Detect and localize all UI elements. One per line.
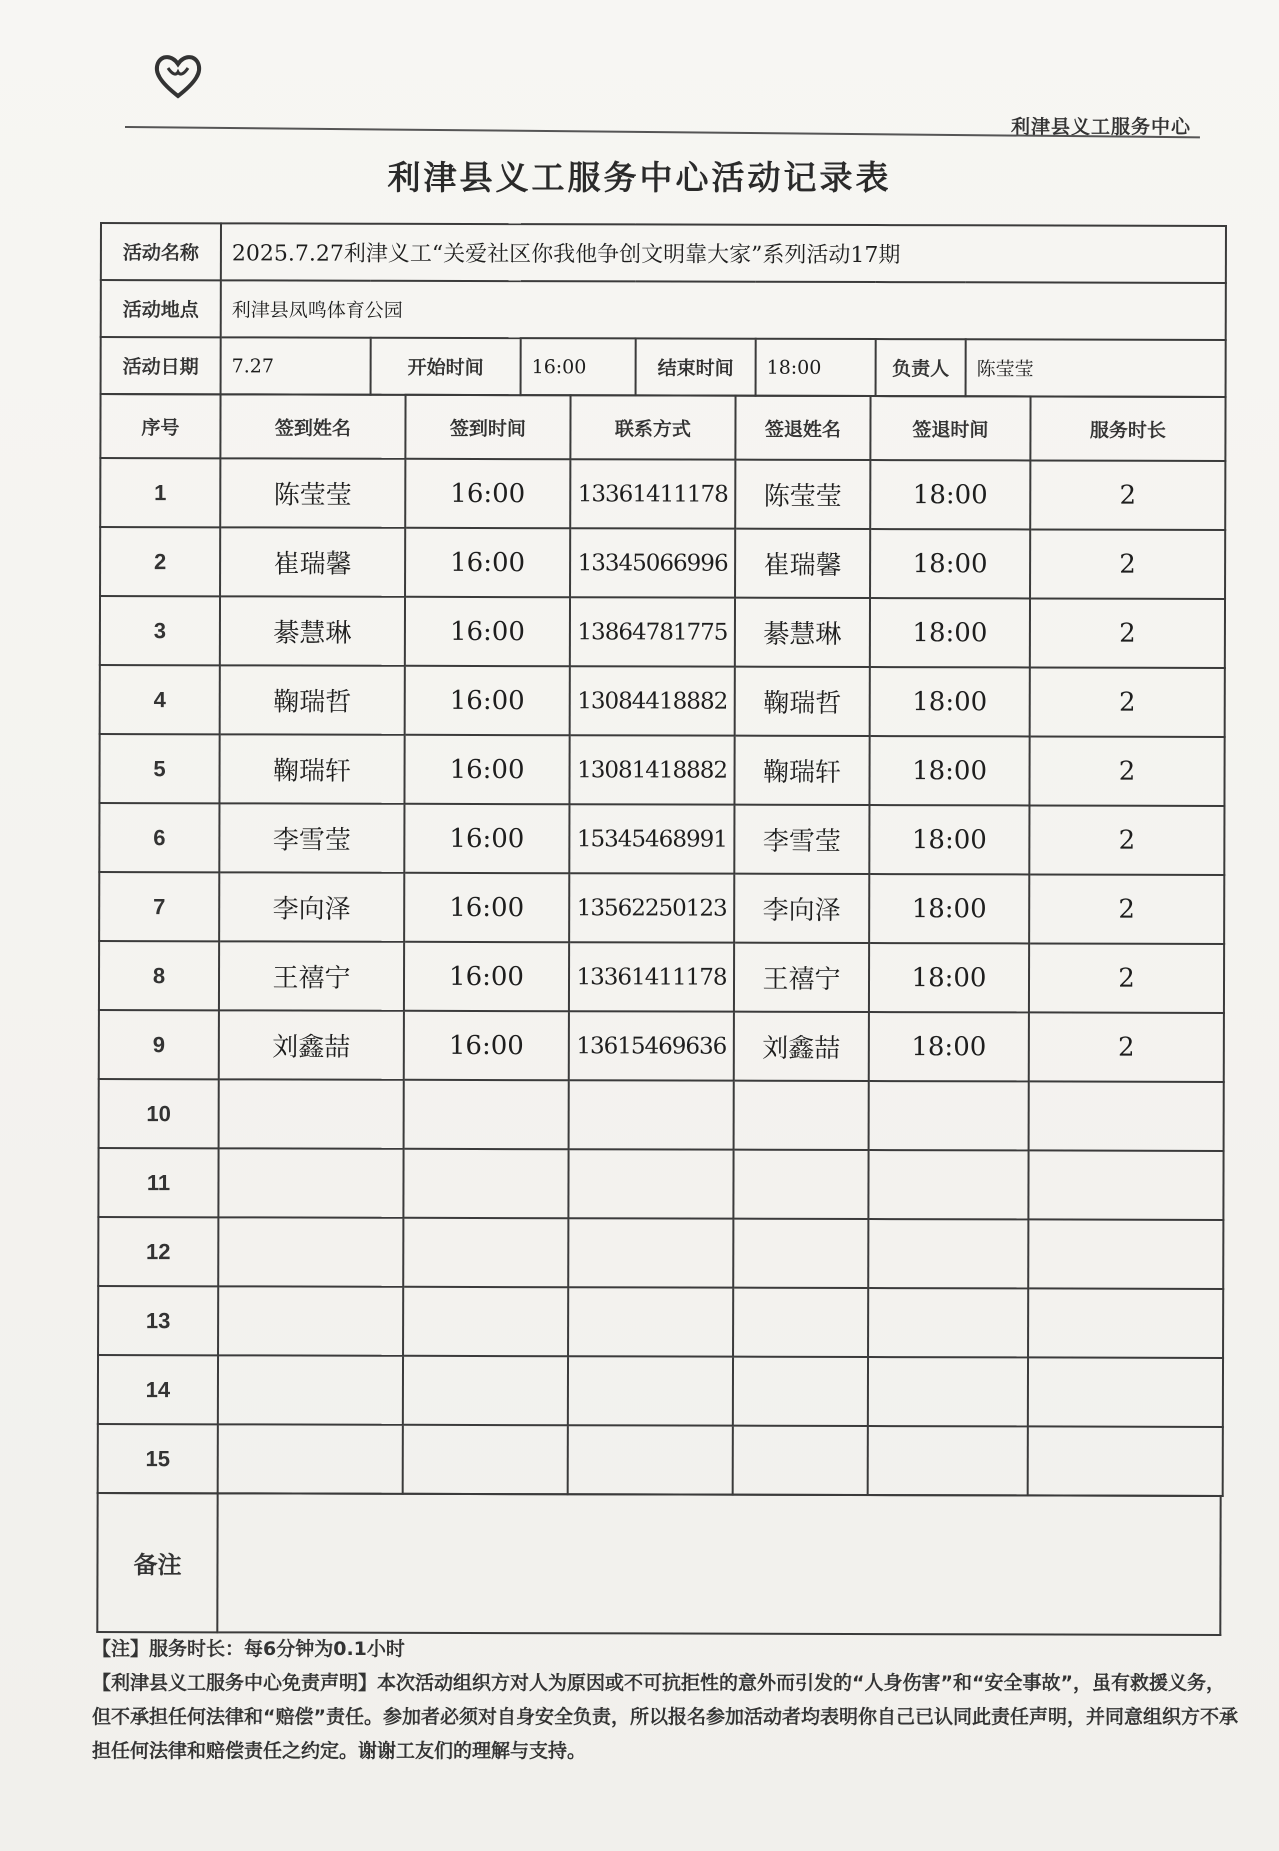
signin-name: 李雪莹 [219, 803, 404, 872]
table-row [99, 1010, 1224, 1082]
activity-date-row [101, 337, 1226, 397]
signin-name: 陈莹莹 [220, 458, 405, 527]
row-number: 4 [100, 665, 220, 734]
service-hours: 2 [1030, 598, 1225, 668]
attendance-header-row [100, 394, 1225, 461]
leader-label: 负责人 [876, 339, 966, 396]
signout-name [733, 1219, 868, 1288]
signin-time: 16:00 [405, 459, 570, 528]
signin-time: 16:00 [404, 942, 569, 1011]
column-header: 联系方式 [570, 395, 735, 459]
record-form [96, 222, 1225, 1636]
service-hours [1029, 1081, 1224, 1151]
attendance-table [97, 393, 1227, 1497]
signin-name [218, 1286, 403, 1355]
column-header: 序号 [100, 394, 220, 458]
table-row [99, 872, 1224, 944]
service-hours: 2 [1030, 529, 1225, 599]
activity-name-label: 活动名称 [101, 223, 221, 280]
disclaimer-note: 【利津县义工服务中心免责声明】本次活动组织方对人为原因或不可抗拒性的意外而引发的“人身伤害”和“安全事故”，虽有救援义务，但不承担任何法律和“赔偿”责任。参加者必须对自身安全负责，所以报名参加活动者均表明你自己已认同此责任声明，并同意组织方不承担任何法律和赔偿责任之约定。谢谢工友们的理解与支持。 [92, 1672, 1238, 1762]
page-title: 利津县义工服务中心活动记录表 [387, 158, 892, 197]
contact-phone [568, 1356, 733, 1425]
signout-name: 王禧宁 [734, 943, 869, 1012]
contact-phone: 13864781775 [570, 597, 735, 666]
table-row [100, 596, 1225, 668]
signin-time: 16:00 [404, 873, 569, 942]
activity-name-value: 2025.7.27利津义工“关爱社区你我他争创文明靠大家”系列活动17期 [221, 223, 1226, 283]
row-number: 11 [98, 1148, 218, 1217]
service-hours: 2 [1030, 667, 1225, 737]
table-row [99, 803, 1224, 875]
signout-time [868, 1219, 1028, 1288]
signout-name: 鞠瑞轩 [734, 736, 869, 805]
signout-time: 18:00 [869, 874, 1029, 943]
table-row [100, 665, 1225, 737]
signin-time [404, 1080, 569, 1149]
column-header: 服务时长 [1030, 396, 1225, 461]
column-header: 签到姓名 [220, 394, 405, 458]
signout-time: 18:00 [869, 943, 1029, 1012]
row-number: 6 [99, 803, 219, 872]
signout-time [868, 1357, 1028, 1426]
signin-name [218, 1217, 403, 1286]
signout-name: 李向泽 [734, 874, 869, 943]
heart-logo-icon [150, 48, 206, 104]
signout-time: 18:00 [870, 598, 1030, 667]
service-hours: 2 [1029, 943, 1224, 1013]
leader-value: 陈莹莹 [966, 339, 1226, 397]
service-hours [1028, 1150, 1223, 1220]
signin-name: 崔瑞馨 [220, 527, 405, 596]
signout-name [733, 1357, 868, 1426]
signin-time: 16:00 [404, 735, 569, 804]
signout-name: 刘鑫喆 [734, 1012, 869, 1081]
activity-date-label: 活动日期 [101, 337, 221, 394]
end-time-value: 18:00 [756, 339, 876, 396]
contact-phone [568, 1218, 733, 1287]
row-number: 12 [98, 1217, 218, 1286]
signin-time: 16:00 [404, 804, 569, 873]
row-number: 9 [99, 1010, 219, 1079]
service-hours [1028, 1219, 1223, 1289]
contact-phone: 13081418882 [569, 735, 734, 804]
contact-phone: 13615469636 [569, 1011, 734, 1080]
contact-phone: 13361411178 [570, 459, 735, 528]
signin-name: 刘鑫喆 [219, 1010, 404, 1079]
column-header: 签退时间 [870, 396, 1030, 460]
signin-time: 16:00 [405, 597, 570, 666]
service-hours [1028, 1288, 1223, 1358]
activity-location-label: 活动地点 [101, 280, 221, 337]
signin-name: 鞠瑞哲 [220, 665, 405, 734]
org-name: 利津县义工服务中心 [1010, 116, 1191, 138]
contact-phone: 13345066996 [570, 528, 735, 597]
service-hours [1028, 1357, 1223, 1427]
row-number: 8 [99, 941, 219, 1010]
start-time-label: 开始时间 [371, 338, 521, 395]
signout-name [733, 1150, 868, 1219]
row-number: 3 [100, 596, 220, 665]
table-row [98, 1286, 1223, 1358]
column-header: 签到时间 [405, 395, 570, 459]
service-hours: 2 [1029, 874, 1224, 944]
activity-info-table [100, 222, 1228, 398]
signout-time: 18:00 [869, 736, 1029, 805]
row-number: 10 [99, 1079, 219, 1148]
signout-time: 18:00 [870, 667, 1030, 736]
activity-date-value: 7.27 [221, 337, 371, 394]
activity-location-row [101, 280, 1226, 340]
column-header: 签退姓名 [735, 396, 870, 460]
signin-name: 李向泽 [219, 872, 404, 941]
activity-name-row [101, 223, 1226, 283]
table-row [98, 1217, 1223, 1289]
table-row [98, 1355, 1223, 1427]
signout-time [868, 1288, 1028, 1357]
service-hours: 2 [1029, 1012, 1224, 1082]
signin-name: 綦慧琳 [220, 596, 405, 665]
contact-phone [568, 1425, 733, 1494]
signin-time: 16:00 [405, 666, 570, 735]
remark-value [217, 1493, 1220, 1635]
signout-time: 18:00 [869, 1012, 1029, 1081]
signin-time [403, 1149, 568, 1218]
row-number: 2 [100, 527, 220, 596]
remark-table [96, 1492, 1221, 1636]
signin-time [403, 1425, 568, 1494]
signout-time: 18:00 [870, 529, 1030, 598]
signout-time: 18:00 [869, 805, 1029, 874]
signout-name: 崔瑞馨 [735, 529, 870, 598]
table-row [100, 458, 1225, 530]
row-number: 13 [98, 1286, 218, 1355]
end-time-label: 结束时间 [636, 338, 756, 395]
signout-time [868, 1150, 1028, 1219]
notes-section [92, 1632, 1242, 1768]
contact-phone: 13361411178 [569, 942, 734, 1011]
table-row [98, 1424, 1223, 1496]
signout-name: 鞠瑞哲 [735, 667, 870, 736]
table-row [99, 941, 1224, 1013]
activity-location-value: 利津县凤鸣体育公园 [221, 280, 1226, 340]
start-time-value: 16:00 [521, 338, 636, 395]
service-hours-note: 【注】服务时长：每6分钟为0.1小时 [92, 1638, 405, 1660]
row-number: 15 [98, 1424, 218, 1493]
contact-phone [569, 1080, 734, 1149]
row-number: 14 [98, 1355, 218, 1424]
row-number: 5 [99, 734, 219, 803]
table-row [100, 527, 1225, 599]
contact-phone: 13084418882 [570, 666, 735, 735]
signin-name [218, 1148, 403, 1217]
signin-time: 16:00 [405, 528, 570, 597]
signin-time: 16:00 [404, 1011, 569, 1080]
contact-phone: 13562250123 [569, 873, 734, 942]
service-hours [1028, 1426, 1223, 1496]
signout-time [868, 1426, 1028, 1495]
signin-time [403, 1287, 568, 1356]
signin-time [403, 1356, 568, 1425]
table-row [99, 1079, 1224, 1151]
contact-phone: 15345468991 [569, 804, 734, 873]
signout-name [734, 1081, 869, 1150]
table-row [98, 1148, 1223, 1220]
remark-label: 备注 [97, 1493, 217, 1632]
signin-name [219, 1079, 404, 1148]
signin-time [403, 1218, 568, 1287]
signout-time: 18:00 [870, 460, 1030, 529]
table-row [99, 734, 1224, 806]
signout-name: 陈莹莹 [735, 460, 870, 529]
signout-time [869, 1081, 1029, 1150]
signout-name [733, 1426, 868, 1495]
signin-name: 王禧宁 [219, 941, 404, 1010]
service-hours: 2 [1030, 460, 1225, 530]
signin-name: 鞠瑞轩 [219, 734, 404, 803]
attendance-rows [98, 458, 1226, 1496]
row-number: 7 [99, 872, 219, 941]
signout-name [733, 1288, 868, 1357]
contact-phone [568, 1287, 733, 1356]
signout-name: 李雪莹 [734, 805, 869, 874]
signin-name [218, 1424, 403, 1493]
service-hours: 2 [1029, 736, 1224, 806]
contact-phone [568, 1149, 733, 1218]
row-number: 1 [100, 458, 220, 527]
signout-name: 綦慧琳 [735, 598, 870, 667]
service-hours: 2 [1029, 805, 1224, 875]
signin-name [218, 1355, 403, 1424]
